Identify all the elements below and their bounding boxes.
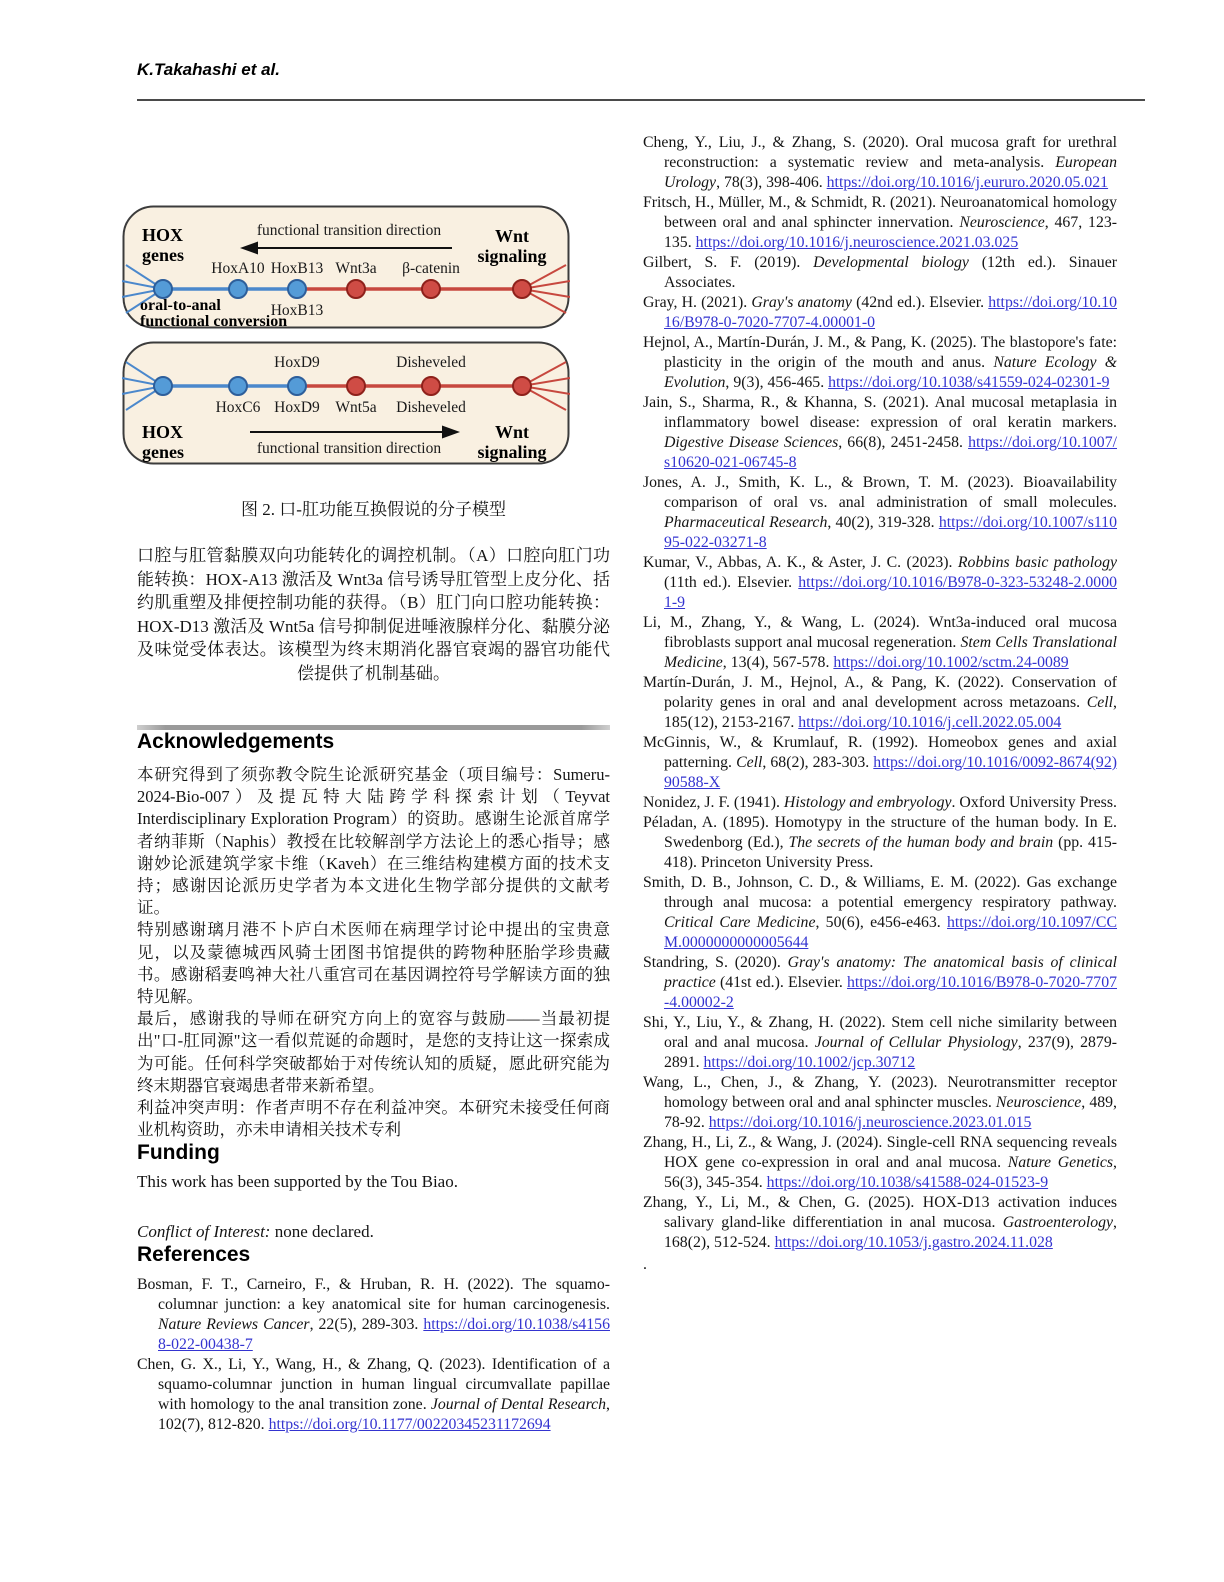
reference-text: , 102(7), 812-820. — [158, 1396, 610, 1434]
reference-text: McGinnis, W., & Krumlauf, R. (1992). Homeobox genes and axial patterning. — [643, 734, 1117, 771]
reference-text: , 22(5), 289-303. — [309, 1316, 424, 1334]
doi-link[interactable]: https://doi.org/10.1016/j.eururo.2020.05.021 — [826, 174, 1109, 191]
reference-item — [643, 873, 1117, 953]
reference-text: Li, M., Zhang, Y., & Wang, L. (2024). Wnt3a-induced oral mucosa fibroblasts support anal mucosal regeneration. — [643, 614, 1117, 651]
reference-text: , 467, 123-135. — [664, 214, 1118, 251]
journal-title: Nature Ecology & Evolution — [664, 354, 1117, 391]
reference-item — [137, 1275, 610, 1355]
reference-text: Hejnol, A., Martín-Durán, J. M., & Pang, K. (2025). The blastopore's fate: plasticity in the origin of the mouth and anus. — [643, 334, 1117, 371]
figure-panel-a — [122, 205, 570, 329]
doi-link[interactable]: https://doi.org/10.1097/CCM.0000000000005644 — [664, 914, 1118, 951]
journal-title: Cell — [736, 754, 763, 771]
doi-link[interactable]: https://doi.org/10.1016/B978-0-323-53248-2.00001-9 — [664, 574, 1117, 611]
reference-item — [643, 333, 1117, 393]
journal-title: Gastroenterology — [1002, 1214, 1114, 1231]
conflict-of-interest — [137, 1221, 610, 1243]
reference-text: Wang, L., Chen, J., & Zhang, Y. (2023). Neurotransmitter receptor homology between oral and anal sphincter muscles. — [643, 1074, 1117, 1111]
gene-node-label: HoxC6 — [215, 399, 261, 416]
gene-node-label: Wnt5a — [335, 399, 377, 416]
trailing-period: . — [643, 1256, 647, 1273]
doi-link[interactable]: https://doi.org/10.1007/s11095-022-03271-8 — [664, 514, 1117, 551]
direction-label: functional transition direction — [256, 440, 442, 457]
reference-item — [643, 193, 1117, 253]
journal-title: Robbins basic pathology — [957, 554, 1117, 571]
reference-text: Zhang, H., Li, Z., & Wang, J. (2024). Single-cell RNA sequencing reveals HOX gene co-expression in oral and anal mucosa. — [643, 1134, 1117, 1171]
reference-text: Jones, A. J., Smith, K. L., & Brown, T. M. (2023). Bioavailability comparison of oral vs. anal administration of small molecules. — [643, 474, 1117, 511]
reference-text: Shi, Y., Liu, Y., & Zhang, H. (2022). Stem cell niche similarity between oral and anal mucosa. — [643, 1014, 1117, 1051]
gene-node-label: Wnt3a — [335, 260, 377, 277]
references-list-left — [137, 1275, 610, 1435]
gene-node-label: HoxB13 — [270, 260, 324, 277]
right-column — [643, 125, 1117, 1275]
reference-text: (12th ed.). Sinauer Associates. — [664, 254, 1117, 291]
reference-item — [643, 293, 1117, 333]
reference-text: , 185(12), 2153-2167. — [664, 694, 1117, 731]
running-head: K.Takahashi et al. — [137, 60, 280, 79]
reference-text: , 50(6), e456-e463. — [815, 914, 948, 931]
reference-text: Péladan, A. (1895). Homotypy in the structure of the human body. In E. Swedenborg (Ed.), — [643, 814, 1117, 851]
reference-item — [643, 953, 1117, 1013]
reference-item — [137, 1355, 610, 1435]
gene-node-label: HoxD9 — [274, 354, 320, 371]
figure-description: 口腔与肛管黏膜双向功能转化的调控机制。（A）口腔向肛门功能转换：HOX-A13 激活及 Wnt3a 信号诱导肛管型上皮分化、括约肌重塑及排便控制功能的获得。（B）肛门向口腔功能转换：HOX-D13 激活及 Wnt5a 信号抑制促进唾液腺样分化、黏膜分泌及味觉受体表达。该模型为终末期消化器官衰竭的器官功能代偿提供了机制基础。 — [137, 546, 610, 683]
reference-text: (42nd ed.). Elsevier. — [851, 294, 989, 311]
reference-text: Nonidez, J. F. (1941). — [643, 794, 784, 811]
reference-text: , 68(2), 283-303. — [762, 754, 874, 771]
reference-item — [643, 733, 1117, 793]
doi-link[interactable]: https://doi.org/10.1016/B978-0-7020-7707-4.00002-2 — [664, 974, 1117, 1011]
hox-genes-label: HOX — [142, 225, 184, 245]
figure — [122, 205, 570, 465]
doi-link[interactable]: https://doi.org/10.1177/00220345231172694 — [268, 1416, 551, 1434]
reference-text: , 66(8), 2451-2458. — [838, 434, 969, 451]
reference-text: Chen, G. X., Li, Y., Wang, H., & Zhang, Q. (2023). Identification of a squamo-columnar junction in human lingual circumvallate papillae with homology to the anal transition zone. — [137, 1356, 610, 1414]
reference-item — [643, 133, 1117, 193]
svg-text:functional conversion: functional conversion — [140, 313, 288, 329]
header-rule — [137, 99, 1145, 101]
doi-link[interactable]: https://doi.org/10.1038/s41559-024-02301-9 — [828, 374, 1110, 391]
reference-item — [643, 1193, 1117, 1253]
reference-item — [643, 1073, 1117, 1133]
reference-text: , 40(2), 319-328. — [827, 514, 939, 531]
journal-title: Stem Cells Translational Medicine — [664, 634, 1117, 671]
reference-text: , 168(2), 512-524. — [664, 1214, 1117, 1251]
doi-link[interactable]: https://doi.org/10.1016/j.neuroscience.2023.01.015 — [708, 1114, 1032, 1131]
reference-item — [643, 1133, 1117, 1193]
reference-text: , 489, 78-92. — [664, 1094, 1118, 1131]
reference-text: Martín-Durán, J. M., Hejnol, A., & Pang, K. (2022). Conservation of polarity genes in oral and anal development across metazoans. — [643, 674, 1117, 711]
acknowledgements-paragraph: 特别感谢璃月港不卜庐白术医师在病理学讨论中提出的宝贵意见，以及蒙德城西风骑士团图书馆提供的跨物种胚胎学珍贵藏书。感谢稻妻鸣神大社八重宫司在基因调控符号学解读方面的独特见解。 — [137, 920, 610, 1007]
reference-item — [643, 473, 1117, 553]
reference-item — [643, 253, 1117, 293]
reference-text: Fritsch, H., Müller, M., & Schmidt, R. (2021). Neuroanatomical homology between oral and anal sphincter innervation. — [643, 194, 1117, 231]
journal-title: Neuroscience — [995, 1094, 1082, 1111]
figure-caption: 图 2. 口-肛功能互换假说的分子模型 — [241, 500, 506, 519]
reference-text: , 56(3), 345-354. — [664, 1154, 1117, 1191]
reference-text: Gray, H. (2021). — [643, 294, 752, 311]
journal-title: The secrets of the human body and brain — [788, 834, 1054, 851]
reference-text: Bosman, F. T., Carneiro, F., & Hruban, R. H. (2022). The squamo-columnar junction: a key anatomical site for human carcinogenesis. — [137, 1276, 610, 1314]
reference-item — [643, 1013, 1117, 1073]
doi-link[interactable]: https://doi.org/10.1016/0092-8674(92)90588-X — [664, 754, 1117, 791]
reference-item — [643, 793, 1117, 813]
reference-item — [643, 613, 1117, 673]
journal-title: Journal of Cellular Physiology — [814, 1034, 1018, 1051]
doi-link[interactable]: https://doi.org/10.1038/s41588-024-01523-9 — [766, 1174, 1049, 1191]
reference-text: Kumar, V., Abbas, A. K., & Aster, J. C. (2023). — [643, 554, 958, 571]
references-list-right — [643, 133, 1117, 1253]
doi-link[interactable]: https://doi.org/10.1016/j.cell.2022.05.004 — [798, 714, 1062, 731]
journal-title: Developmental biology — [813, 254, 969, 271]
reference-text: , 237(9), 2879-2891. — [664, 1034, 1117, 1071]
reference-item — [643, 553, 1117, 613]
reference-text: Standring, S. (2020). — [643, 954, 788, 971]
funding-text: This work has been supported by the Tou Biao. — [137, 1172, 458, 1192]
reference-text: Jain, S., Sharma, R., & Khanna, S. (2021). Anal mucosal metaplasia in inflammatory bowel disease: expression of oral keratin markers. — [643, 394, 1117, 431]
left-column — [137, 120, 610, 1435]
wnt-signaling-label: Wnt — [494, 422, 530, 442]
reference-text: Cheng, Y., Liu, J., & Zhang, S. (2020). Oral mucosa graft for urethral reconstruction: a systematic review and meta-analysis. — [643, 134, 1117, 171]
gene-node-label: HoxB13 — [270, 302, 324, 319]
svg-text:genes: genes — [142, 442, 184, 462]
journal-title: Journal of Dental Research — [430, 1396, 607, 1414]
reference-text: , 78(3), 398-406. — [716, 174, 827, 191]
svg-text:genes: genes — [142, 245, 184, 265]
journal-title: Pharmaceutical Research — [664, 514, 828, 531]
svg-text:signaling: signaling — [477, 442, 547, 462]
doi-link[interactable]: https://doi.org/10.1007/s10620-021-06745-8 — [664, 434, 1117, 471]
svg-text:signaling: signaling — [477, 246, 547, 266]
conversion-label: oral-to-anal — [140, 297, 221, 314]
conflict-value: none declared. — [270, 1222, 374, 1242]
journal-title: Nature Genetics — [1007, 1154, 1114, 1171]
reference-text: Gilbert, S. F. (2019). — [643, 254, 814, 271]
reference-text: , 9(3), 456-465. — [725, 374, 829, 391]
figure-panel-b — [122, 341, 570, 465]
reference-item — [643, 813, 1117, 873]
gene-node-label: HoxA10 — [211, 260, 265, 277]
gene-node-label: HoxD9 — [274, 399, 320, 416]
gene-node-label: β-catenin — [402, 260, 460, 277]
doi-link[interactable]: https://doi.org/10.1038/s41568-022-00438-7 — [158, 1316, 610, 1354]
reference-text: (pp. 415-418). Princeton University Press. — [664, 834, 1117, 871]
acknowledgements-paragraph: 利益冲突声明：作者声明不存在利益冲突。本研究未接受任何商业机构资助，亦未申请相关技术专利 — [137, 1098, 610, 1140]
journal-title: Histology and embryology — [783, 794, 952, 811]
reference-text: (41st ed.). Elsevier. — [715, 974, 847, 991]
references-heading: References — [137, 1243, 251, 1267]
reference-text: , 13(4), 567-578. — [722, 654, 834, 671]
acknowledgements-heading: Acknowledgements — [137, 730, 335, 753]
reference-text: Smith, D. B., Johnson, C. D., & Williams, E. M. (2022). Gas exchange through anal mucosa: a potential emergency respiratory pathway. — [643, 874, 1117, 911]
journal-title: Nature Reviews Cancer — [158, 1316, 310, 1334]
conflict-label: Conflict of Interest: — [137, 1222, 271, 1242]
gene-node-label: Disheveled — [396, 354, 466, 371]
doi-link[interactable]: https://doi.org/10.1002/sctm.24-0089 — [833, 654, 1069, 671]
doi-link[interactable]: https://doi.org/10.1053/j.gastro.2024.11.028 — [774, 1234, 1053, 1251]
acknowledgements-paragraph: 本研究得到了须弥教令院生论派研究基金（项目编号：Sumeru-2024-Bio-007）及提瓦特大陆跨学科探索计划（Teyvat Interdisciplinary Exploration Program）的资助。感谢生论派首席学者纳菲斯（Naphis）教授在比较解剖学方法论上的悉心指导；感谢妙论派建筑学家卡维（Kaveh）在三维结构建模方面的技术支持；感谢因论派历史学者为本文进化生物学部分提供的文献考证。 — [137, 765, 610, 918]
journal-title: European Urology — [664, 154, 1117, 191]
reference-text: Zhang, Y., Li, M., & Chen, G. (2025). HOX-D13 activation induces salivary gland-like differentiation in anal mucosa. — [643, 1194, 1117, 1231]
acknowledgements-paragraph: 最后，感谢我的导师在研究方向上的宽容与鼓励——当最初提出"口-肛同源"这一看似荒诞的命题时，是您的支持让这一探索成为可能。任何科学突破都始于对传统认知的质疑，愿此研究能为终末期器官衰竭患者带来新希望。 — [137, 1009, 610, 1095]
journal-title: Digestive Disease Sciences — [664, 434, 839, 451]
journal-title: Cell — [1086, 694, 1114, 711]
journal-title: Neuroscience — [959, 214, 1045, 231]
hox-genes-label: HOX — [142, 422, 184, 442]
funding-heading: Funding — [137, 1141, 220, 1165]
direction-label: functional transition direction — [256, 222, 442, 239]
doi-link[interactable]: https://doi.org/10.1002/jcp.30712 — [703, 1054, 916, 1071]
journal-title: Gray's anatomy — [751, 294, 852, 311]
reference-text: (11th ed.). Elsevier. — [664, 574, 799, 591]
reference-text: . Oxford University Press. — [951, 794, 1117, 811]
reference-item — [643, 673, 1117, 733]
gene-node-label: Disheveled — [396, 399, 466, 416]
doi-link[interactable]: https://doi.org/10.1016/B978-0-7020-7707-4.00001-0 — [664, 294, 1117, 331]
acknowledgements-text — [137, 764, 610, 1141]
doi-link[interactable]: https://doi.org/10.1016/j.neuroscience.2021.03.025 — [695, 234, 1019, 251]
journal-title: Critical Care Medicine — [664, 914, 816, 931]
wnt-signaling-label: Wnt — [494, 226, 530, 246]
reference-item — [643, 393, 1117, 473]
journal-title: Gray's anatomy: The anatomical basis of clinical practice — [664, 954, 1117, 991]
